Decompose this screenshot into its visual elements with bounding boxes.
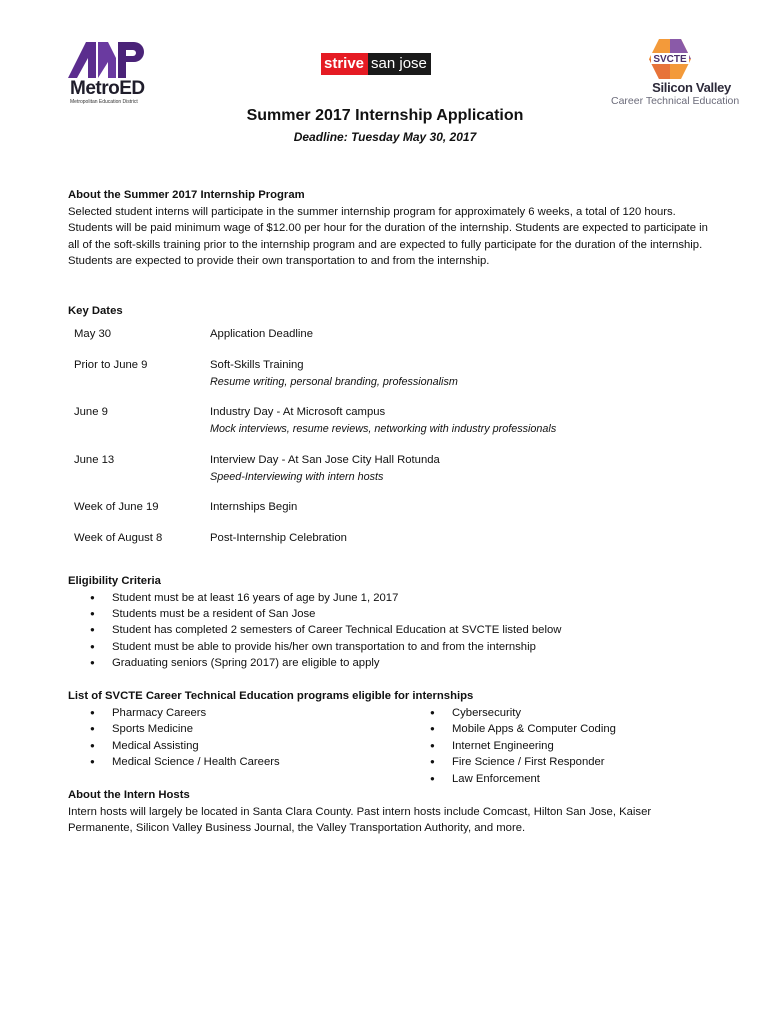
- svcte-badge-text: SVCTE: [653, 54, 687, 65]
- key-dates-heading-wrap: [68, 303, 708, 320]
- list-item: ● Internet Engineering: [408, 738, 708, 754]
- eligibility-heading: Eligibility Criteria: [68, 575, 161, 587]
- date-note: Mock interviews, resume reviews, networking with industry professionals: [210, 423, 557, 435]
- about-heading: About the Summer 2017 Internship Program: [68, 189, 305, 201]
- date-note: Resume writing, personal branding, professionalism: [210, 376, 458, 388]
- date-note: Speed-Interviewing with intern hosts: [210, 471, 384, 483]
- list-item: ● Students must be a resident of San Jose: [68, 606, 708, 622]
- programs-right-list: [408, 705, 708, 787]
- list-item: ● Law Enforcement: [408, 771, 708, 787]
- list-item: ● Fire Science / First Responder: [408, 754, 708, 770]
- list-item: ● Pharmacy Careers: [68, 705, 408, 721]
- svcte-tagline: Career Technical Education: [611, 95, 740, 107]
- date-event: Post-Internship Celebration: [210, 532, 347, 544]
- programs-heading: List of SVCTE Career Technical Education programs eligible for internships: [68, 690, 474, 702]
- date-when: Week of June 19: [74, 501, 159, 513]
- list-item: ● Sports Medicine: [68, 721, 408, 737]
- svcte-logo: [611, 38, 740, 110]
- metroed-mark-icon: [68, 40, 146, 78]
- strive-word: strive: [321, 53, 368, 75]
- date-when: June 9: [74, 406, 108, 418]
- deadline-text: Deadline: Tuesday May 30, 2017: [293, 130, 477, 144]
- list-item: ● Mobile Apps & Computer Coding: [408, 721, 708, 737]
- date-when: Week of August 8: [74, 532, 163, 544]
- about-section: [68, 187, 708, 270]
- hosts-body: Intern hosts will largely be located in Santa Clara County. Past intern hosts include Comcast, Hilton San Jose, Kaiser Permanente, Silicon Valley Business Journal, the Valley Transportation Authority, and more.: [68, 805, 652, 835]
- metroed-wordmark: MetroED: [70, 78, 145, 99]
- key-dates-heading: Key Dates: [68, 305, 123, 317]
- list-item: ● Student must be at least 16 years of age by June 1, 2017: [68, 590, 708, 606]
- eligibility-section: [68, 573, 708, 672]
- list-item: ● Medical Science / Health Careers: [68, 754, 408, 770]
- about-body: Selected student interns will participate in the summer internship program for approximately 6 weeks, a total of 120 hours. Students will be paid minimum wage of $12.00 per hour for the duration of the internship. Students are expected to participate in all of the soft-skills training prior to the internship program and are expected to fully participate for the duration of the internship. Students are expected to provide their own transportation to and from the internship.: [68, 205, 708, 268]
- strive-sanjose: san jose: [368, 53, 431, 75]
- programs-left-list: [68, 705, 408, 771]
- date-when: May 30: [74, 328, 112, 340]
- programs-section: [68, 688, 708, 705]
- svcte-hexagon-icon: [648, 38, 692, 80]
- date-event: Application Deadline: [210, 328, 313, 340]
- eligibility-list: [68, 590, 708, 672]
- date-event: Soft-Skills Training: [210, 359, 304, 371]
- date-when: June 13: [74, 454, 115, 466]
- hosts-section: [68, 787, 708, 837]
- svcte-name: Silicon Valley: [652, 80, 731, 95]
- date-event: Internships Begin: [210, 501, 298, 513]
- list-item: ● Medical Assisting: [68, 738, 408, 754]
- strive-logo: [321, 53, 431, 75]
- list-item: ● Cybersecurity: [408, 705, 708, 721]
- programs-left-column: [68, 705, 408, 771]
- list-item: ● Student has completed 2 semesters of Career Technical Education at SVCTE listed below: [68, 622, 708, 638]
- date-event: Interview Day - At San Jose City Hall Rotunda: [210, 454, 440, 466]
- date-event: Industry Day - At Microsoft campus: [210, 406, 386, 418]
- list-item: ● Graduating seniors (Spring 2017) are eligible to apply: [68, 655, 708, 671]
- programs-right-column: [408, 705, 708, 787]
- list-item: ● Student must be able to provide his/her own transportation to and from the internship: [68, 639, 708, 655]
- hosts-heading: About the Intern Hosts: [68, 789, 190, 801]
- page-title: Summer 2017 Internship Application: [246, 107, 524, 124]
- date-when: Prior to June 9: [74, 359, 148, 371]
- metroed-subtitle: Metropolitan Education District: [70, 99, 138, 105]
